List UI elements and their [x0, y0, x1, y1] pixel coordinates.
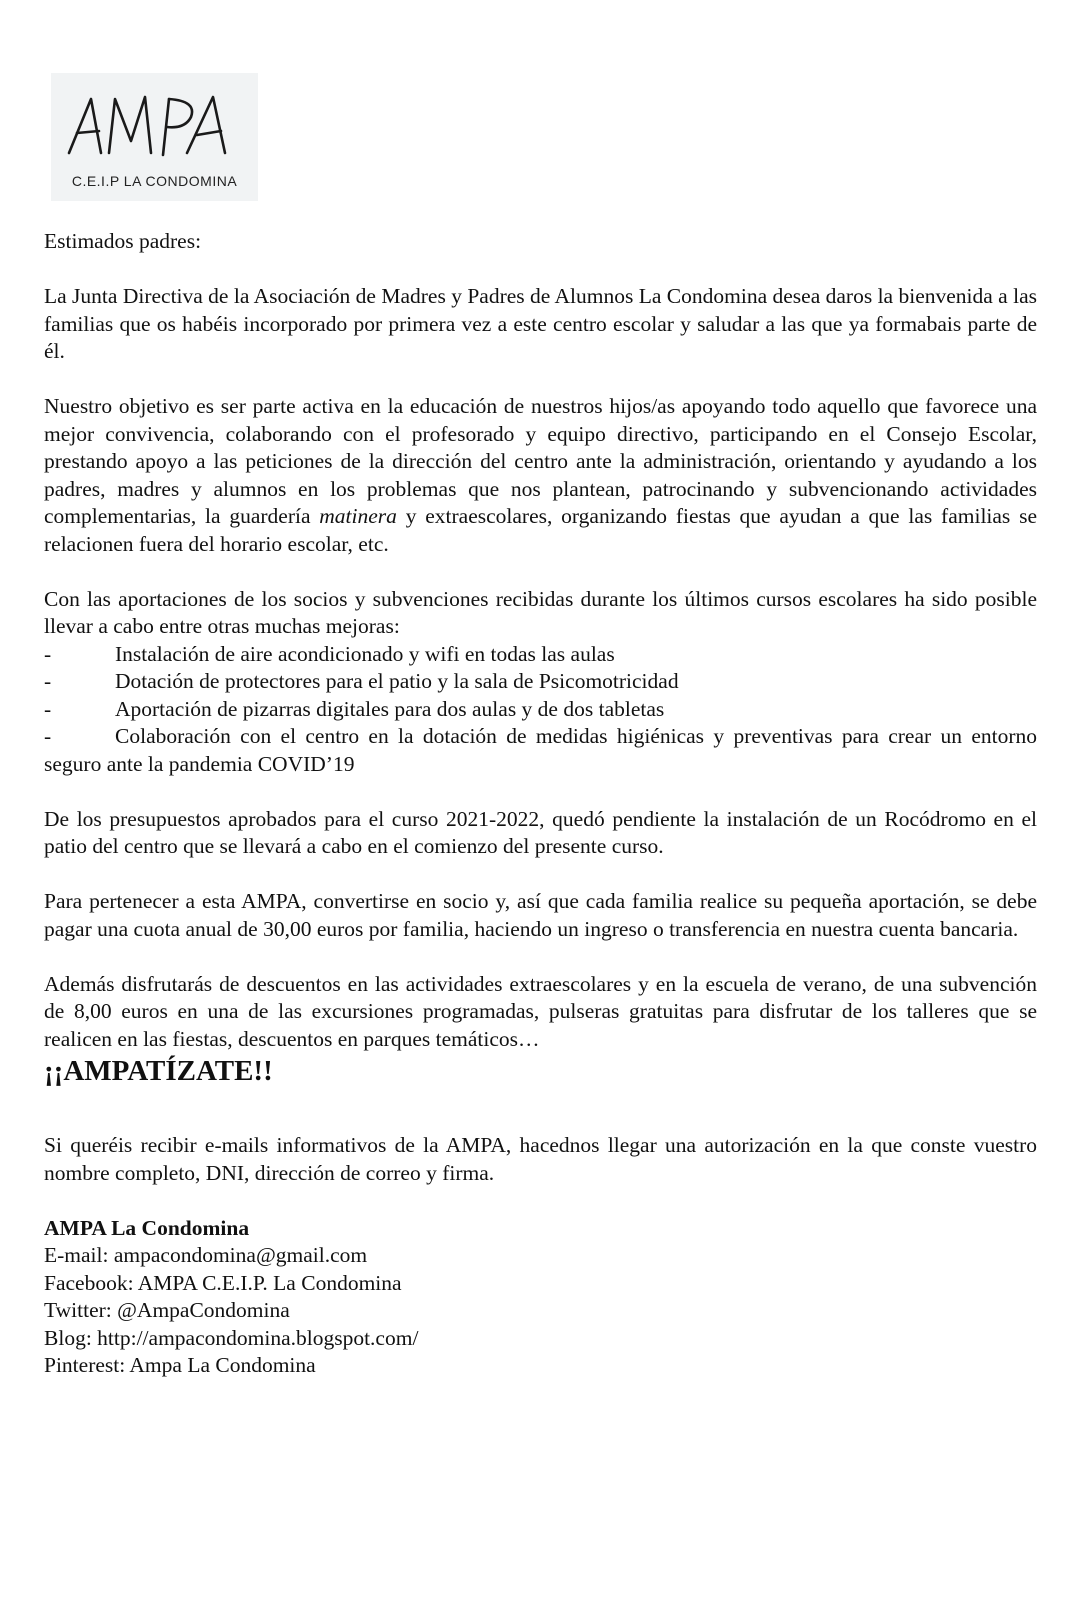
slogan: ¡¡AMPATÍZATE!! [44, 1055, 273, 1087]
logo-subtitle: C.E.I.P LA CONDOMINA [71, 173, 238, 189]
list-item [44, 723, 1037, 778]
list-dash: - [44, 669, 52, 693]
list-item-text: Dotación de protectores para el patio y la sala de Psicomotricidad [115, 669, 679, 693]
paragraph-welcome: La Junta Directiva de la Asociación de Madres y Padres de Alumnos La Condomina desea daros la bienvenida a las familias que os habéis incorporado por primera vez a este centro escolar y saludar a las que ya formabais parte de él. [44, 284, 1037, 363]
objective-text-1: Nuestro objetivo es ser parte activa en la educación de nuestros hijos/as apoyando todo aquello que favorece una mejor convivencia, colaborando con el profesorado y equipo directivo, participando en el Consejo Escolar, prestando apoyo a las peticiones de la dirección del centro ante la administración, orientando y ayudando a los padres, madres y alumnos en los problemas que nos plantean, patrocinando y subvencionando actividades complementarias, la guardería [44, 394, 1037, 528]
objective-italic-word: matinera [319, 504, 397, 528]
paragraph-improvements-intro: Con las aportaciones de los socios y subvenciones recibidas durante los últimos cursos escolares ha sido posible llevar a cabo entre otras muchas mejoras: [44, 586, 1037, 638]
list-item [44, 696, 1037, 724]
ampa-handwritten-mark [65, 91, 245, 159]
paragraph-objective [44, 393, 1037, 558]
greeting: Estimados padres: [44, 229, 202, 253]
letter-body [44, 228, 1037, 1380]
contact-twitter: Twitter: @AmpaCondomina [44, 1298, 290, 1322]
contact-pinterest: Pinterest: Ampa La Condomina [44, 1353, 316, 1377]
list-item [44, 641, 1037, 669]
list-item-text: Aportación de pizarras digitales para dos aulas y de dos tabletas [115, 696, 665, 721]
signature-block [44, 1215, 1037, 1380]
list-dash: - [44, 641, 52, 666]
contact-facebook: Facebook: AMPA C.E.I.P. La Condomina [44, 1270, 402, 1295]
ampa-logo [51, 73, 258, 201]
spacer [44, 1089, 1037, 1132]
list-item [44, 668, 1037, 696]
list-dash: - [44, 696, 52, 721]
list-item-text: Colaboración con el centro en la dotación de medidas higiénicas y preventivas para crear un entorno seguro ante la pandemia COVID’19 [44, 724, 1037, 776]
paragraph-membership: Para pertenecer a esta AMPA, convertirse en socio y, así que cada familia realice su pequeña aportación, se debe pagar una cuota anual de 30,00 euros por familia, haciendo un ingreso o transferencia en nuestra cuenta bancaria. [44, 889, 1037, 941]
paragraph-budget: De los presupuestos aprobados para el curso 2021-2022, quedó pendiente la instalación de un Rocódromo en el patio del centro que se llevará a cabo en el comienzo del presente curso. [44, 806, 1037, 858]
improvements-list [44, 641, 1037, 779]
paragraph-emails: Si queréis recibir e-mails informativos de la AMPA, hacednos llegar una autorización en la que conste vuestro nombre completo, DNI, dirección de correo y firma. [44, 1133, 1037, 1185]
signature-org: AMPA La Condomina [44, 1215, 250, 1240]
objective-text-2: y extraescolares, organizando fiestas que ayudan a que las familias se relacionen fuera del horario escolar, etc. [44, 504, 1037, 556]
contact-blog: Blog: http://ampacondomina.blogspot.com/ [44, 1325, 419, 1350]
contact-email: E-mail: ampacondomina@gmail.com [44, 1243, 368, 1267]
list-dash: - [44, 724, 52, 748]
list-item-text: Instalación de aire acondicionado y wifi en todas las aulas [115, 641, 615, 666]
paragraph-benefits: Además disfrutarás de descuentos en las actividades extraescolares y en la escuela de verano, de una subvención de 8,00 euros en una de las excursiones programadas, pulseras gratuitas para disfrutar de los talleres que se realicen en las fiestas, descuentos en parques temáticos… [44, 971, 1037, 1051]
